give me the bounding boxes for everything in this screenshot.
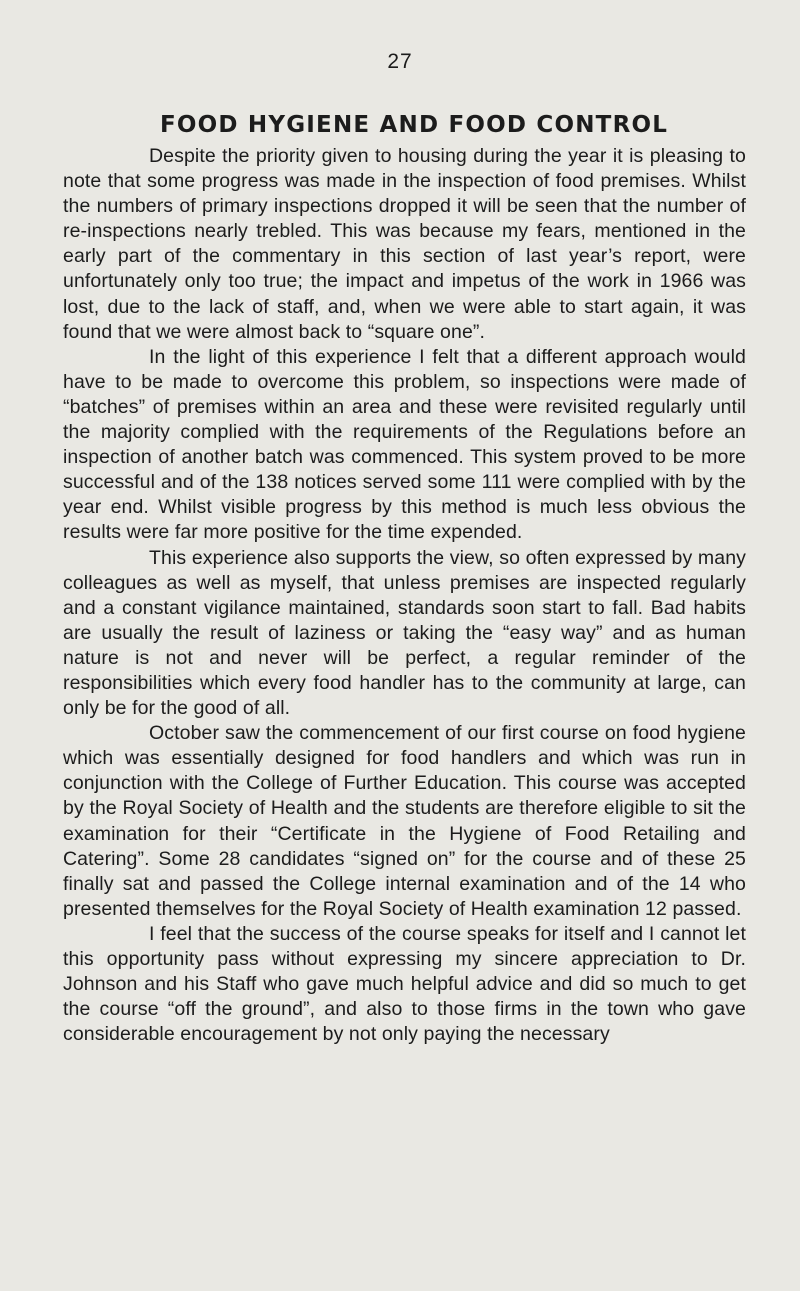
paragraph-appreciation: I feel that the success of the course speaks for itself and I cannot let this opportunity pass without expressing my sincere appreciation to Dr. Johnson and his Staff who gave much helpful advice and did so much to get the course “off the ground”, and also to those firms in the town who gave considerable encouragement by not only paying the necessary [63, 922, 746, 1046]
body-text [63, 144, 746, 1047]
paragraph-hygiene-course: October saw the commencement of our first course on food hygiene which was essentially designed for food handlers and which was run in conjunction with the College of Further Education. This course was accepted by the Royal Society of Health and the students are therefore eligible to sit the examination for their “Certificate in the Hygiene of Food Retailing and Catering”. Some 28 candidates “signed on” for the course and of these 25 finally sat and passed the College internal examination and of the 14 who presented themselves for the Royal Society of Health examination 12 passed. [63, 722, 746, 920]
paragraph-staff-shortage: Despite the priority given to housing during the year it is pleasing to note that some progress was made in the inspection of food premises. Whilst the numbers of primary inspections dropped it will be seen that the number of re-inspections nearly trebled. This was because my fears, mentioned in the early part of the commentary in this section of last year’s report, were unfortunately only too true; the impact and impetus of the work in 1966 was lost, due to the lack of staff, and, when we were able to start again, it was found that we were almost back to “square one”. [63, 145, 746, 343]
section-heading: FOOD HYGIENE AND FOOD CONTROL [160, 112, 669, 138]
paragraph-batch-inspections: In the light of this experience I felt that a different approach would have to be made to overcome this problem, so inspections were made of “batches” of premises within an area and these were revisited regularly until the majority complied with the requirements of the Regulations before an inspection of another batch was commenced. This system proved to be more successful and of the 138 notices served some 111 were complied with by the year end. Whilst visible progress by this method is much less obvious the results were far more positive for the time expended. [63, 345, 746, 544]
paragraph-vigilance: This experience also supports the view, so often expressed by many colleagues as well as myself, that unless premises are inspected regularly and a constant vigilance maintained, standards soon start to fall. Bad habits are usually the result of laziness or taking the “easy way” and as human nature is not and never will be perfect, a regular reminder of the responsibilities which every food handler has to the community at large, can only be for the good of all. [63, 546, 746, 720]
page-number: 27 [387, 50, 413, 73]
